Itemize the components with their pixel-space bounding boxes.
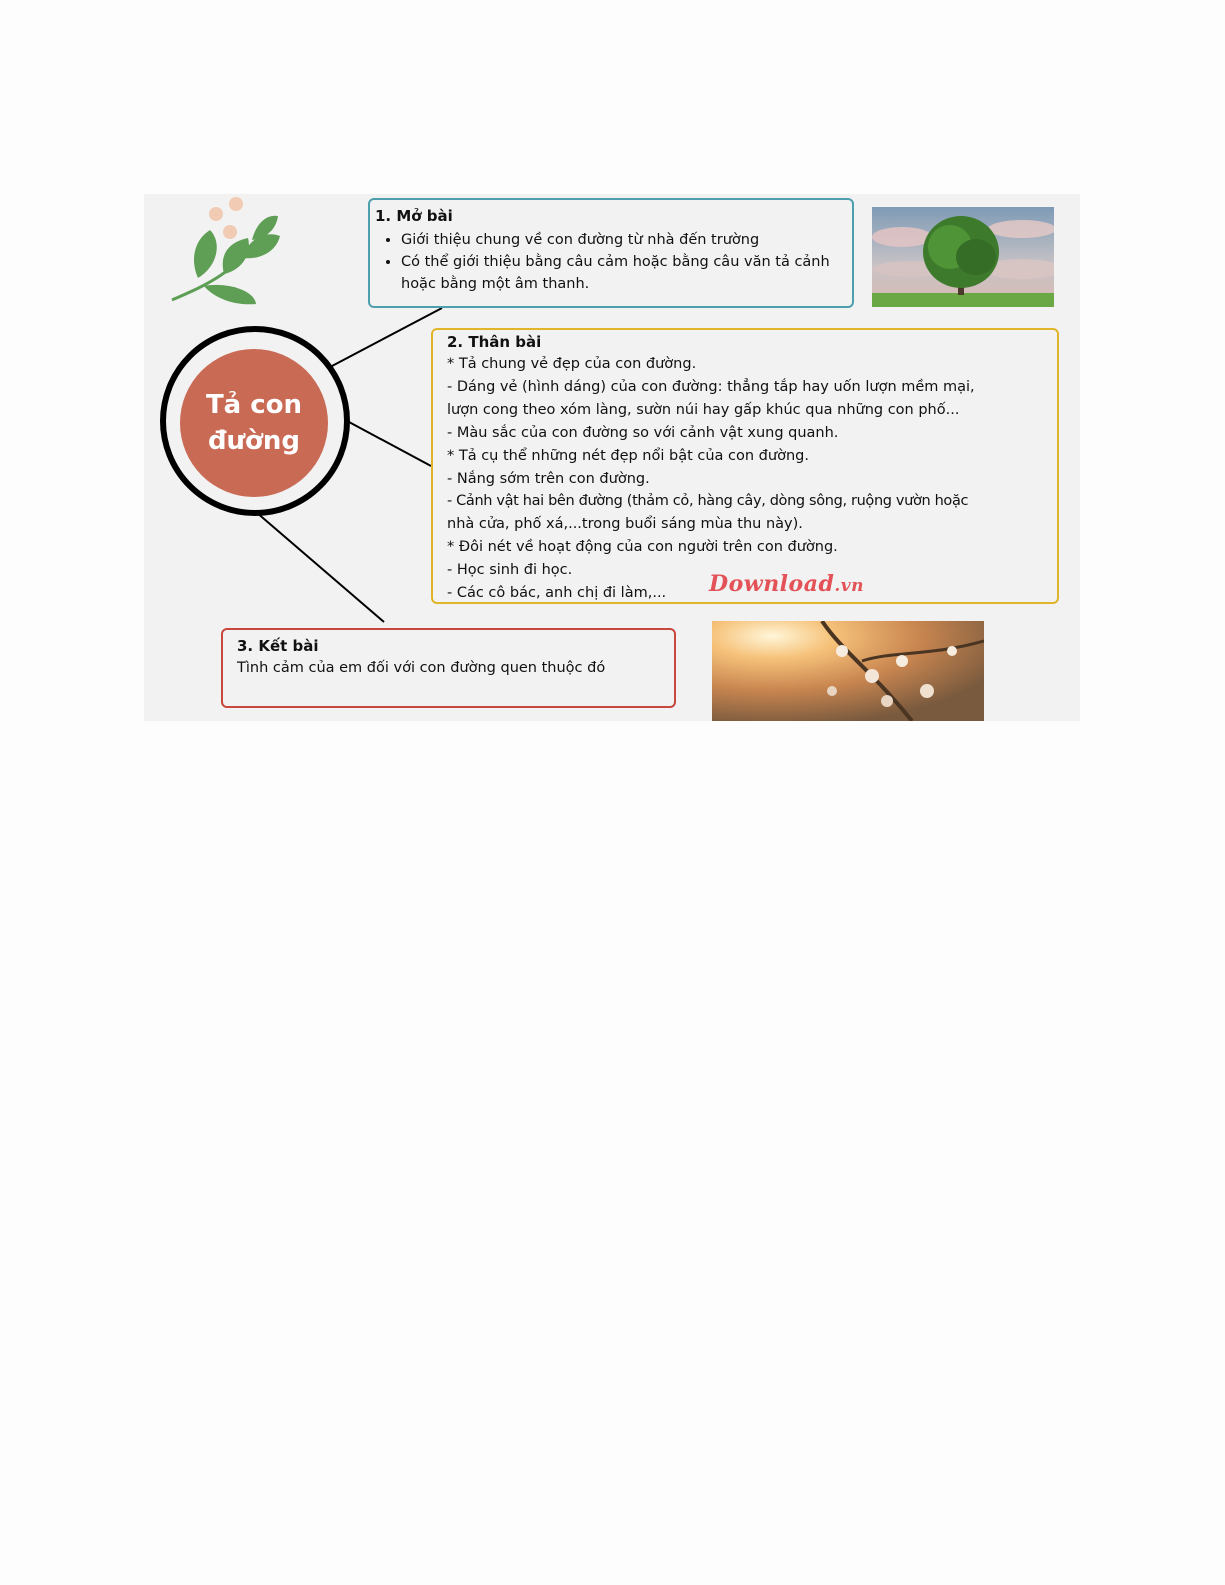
body-line: - Các cô bác, anh chị đi làm,... — [447, 585, 667, 602]
conclusion-box — [221, 628, 676, 708]
body-heading: 2. Thân bài — [447, 333, 542, 351]
conclusion-heading: 3. Kết bài — [237, 637, 319, 655]
center-title: Tả con đường — [205, 390, 303, 456]
body-line: - Màu sắc của con đường so với cảnh vật xung quanh. — [447, 424, 839, 441]
body-box — [431, 328, 1059, 604]
body-line: - Nắng sớm trên con đường. — [447, 470, 650, 487]
watermark-main: Download — [709, 571, 835, 597]
body-line: - Học sinh đi học. — [447, 562, 573, 579]
body-line: * Tả chung vẻ đẹp của con đường. — [447, 356, 697, 372]
watermark-logo — [709, 571, 864, 597]
mindmap-diagram — [144, 194, 1080, 721]
tree-photo — [872, 207, 1054, 307]
connector-conclusion — [256, 512, 384, 622]
body-line: * Đôi nét về hoạt động của con người trên con đường. — [447, 539, 838, 556]
intro-box — [368, 198, 854, 308]
connector-body — [349, 422, 431, 466]
intro-bullet: • Có thể giới thiệu bằng câu cảm hoặc bằng câu văn tả cảnh hoặc bằng một âm thanh. — [401, 251, 831, 295]
intro-bullet: • Giới thiệu chung về con đường từ nhà đến trường — [401, 229, 842, 251]
connector-intro — [332, 308, 442, 366]
body-line: * Tả cụ thể những nét đẹp nổi bật của con đường. — [447, 447, 809, 464]
watermark-suffix: .vn — [834, 576, 865, 596]
body-line: nhà cửa, phố xá,...trong buổi sáng mùa thu này). — [447, 516, 803, 533]
body-line: lượn cong theo xóm làng, sườn núi hay gấp khúc qua những con phố... — [447, 401, 960, 418]
conclusion-text: Tình cảm của em đối với con đường quen thuộc đó — [237, 660, 606, 676]
body-line: - Cảnh vật hai bên đường (thảm cỏ, hàng cây, dòng sông, ruộng vườn hoặc — [447, 493, 969, 510]
sunset-blossom-photo — [712, 621, 984, 721]
intro-bullet-list — [375, 229, 842, 295]
body-line: - Dáng vẻ (hình dáng) của con đường: thẳng tắp hay uốn lượn mềm mại, — [447, 378, 975, 395]
center-node — [180, 349, 328, 497]
intro-heading: 1. Mở bài — [375, 207, 453, 225]
leaf-branch-icon — [164, 194, 294, 314]
